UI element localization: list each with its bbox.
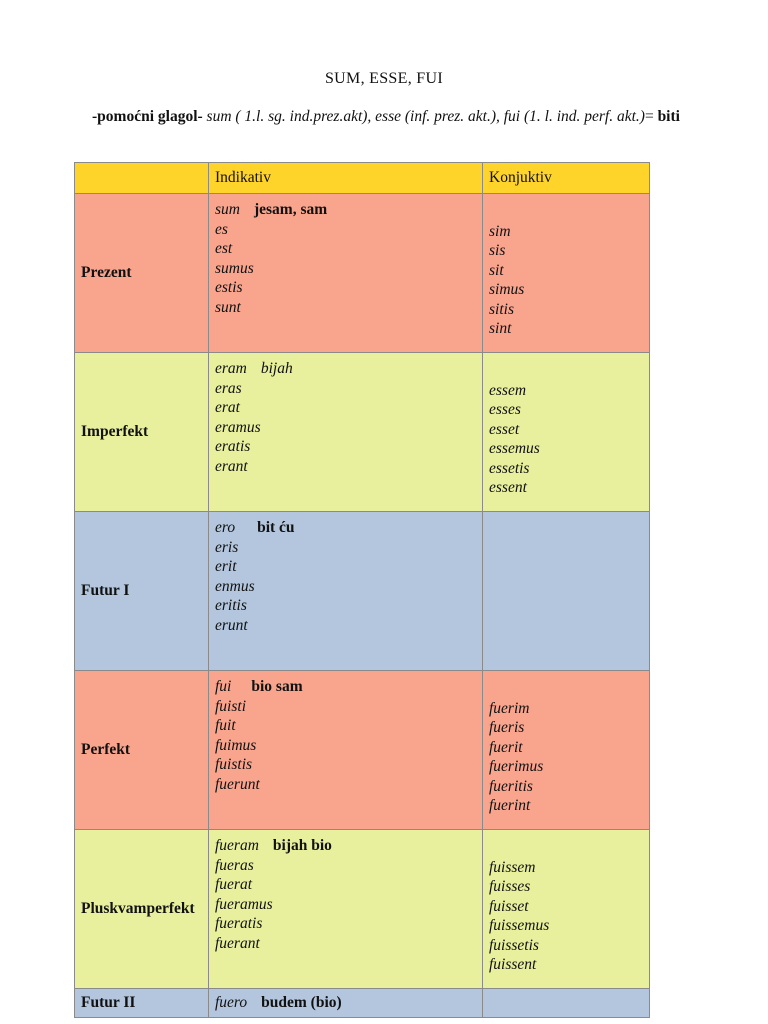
subjunctive-form: fuissetis [489,936,539,954]
subjunctive-form: essetis [489,459,530,477]
indicative-form: eramus [215,418,261,436]
subjunctive-form: fueris [489,719,525,736]
translation: bio sam [251,678,303,695]
subjunctive-form: essent [489,479,527,496]
subjunctive-form: essemus [489,440,540,457]
subjunctive-form: fuerint [489,797,531,814]
indicative-cell [209,194,483,353]
subjunctive-cell-empty [483,512,650,671]
subjunctive-form: essem [489,381,527,399]
indicative-form: sumus [215,259,254,277]
subtitle-description: sum ( 1.l. sg. ind.prez.akt), esse (inf. prez. akt.), fui (1. l. ind. perf. akt.) [206,108,645,125]
table-row [75,671,650,830]
indicative-cell [209,512,483,671]
indicative-form: eritis [215,597,247,614]
indicative-form: fueram [215,837,259,854]
indicative-form: fuerant [215,934,260,952]
table-row [75,512,650,671]
indicative-form: enmus [215,577,255,595]
indicative-form: fuit [215,717,236,734]
tense-label: Prezent [75,194,209,353]
indicative-form: eras [215,379,242,397]
indicative-form: eratis [215,438,251,455]
page-title: SUM, ESSE, FUI [324,70,443,87]
subjunctive-form: sitis [489,300,514,318]
translation: jesam, sam [253,201,328,218]
indicative-form: fueratis [215,915,263,932]
tense-label: Futur I [75,512,209,671]
conjugation-table [74,162,650,1018]
indicative-form: est [215,240,233,257]
tense-label: Perfekt [75,671,209,830]
indicative-form: erunt [215,616,248,634]
subjunctive-form: fuerim [489,699,530,717]
table-row [75,830,650,989]
header-cell-indicative: Indikativ [209,163,483,194]
indicative-form: fuero [215,994,248,1012]
indicative-form: fueramus [215,895,273,913]
subjunctive-cell [483,830,650,989]
indicative-form: eris [215,538,239,556]
indicative-form: fuistis [215,756,253,773]
translation: budem (bio) [261,994,342,1012]
subtitle-equals: = [644,108,658,125]
translation: bijah bio [272,837,332,854]
indicative-form: fuimus [215,736,257,754]
subjunctive-form: fuisset [489,897,529,915]
indicative-form: fuisti [215,697,247,715]
subjunctive-form: fuerit [489,738,523,756]
subjunctive-form: sim [489,222,511,240]
subjunctive-cell-empty [483,989,650,1018]
subjunctive-form: fuissent [489,956,537,973]
tense-label: Imperfekt [75,353,209,512]
subjunctive-form: sint [489,320,512,337]
indicative-cell [209,671,483,830]
indicative-form: fui [215,678,232,695]
subjunctive-cell [483,353,650,512]
subjunctive-form: fuisses [489,878,531,895]
translation: bit ću [257,519,295,536]
subjunctive-form: esset [489,420,520,438]
indicative-form: erat [215,399,240,416]
indicative-form: erit [215,558,237,575]
subtitle-meaning: biti [657,108,680,125]
subjunctive-form: sit [489,261,504,279]
subjunctive-form: sis [489,242,506,259]
subjunctive-cell [483,671,650,830]
subtitle-label: -pomoćni glagol- [92,108,203,125]
subjunctive-form: esses [489,401,521,418]
table-header-row [75,163,650,194]
subtitle [76,107,696,127]
translation: bijah [260,360,293,377]
table-row [75,194,650,353]
indicative-form: erant [215,457,248,475]
table-row [75,353,650,512]
subjunctive-form: fueritis [489,777,533,795]
indicative-form: estis [215,279,243,296]
indicative-form: fuerunt [215,775,260,793]
table-row [75,989,650,1018]
subjunctive-cell [483,194,650,353]
indicative-form: sum [215,201,240,218]
subjunctive-form: fuerimus [489,758,544,775]
indicative-cell [209,989,483,1018]
tense-label: Pluskvamperfekt [75,830,209,989]
subjunctive-form: fuissemus [489,917,550,934]
indicative-cell [209,830,483,989]
subjunctive-form: fuissem [489,858,536,876]
header-cell-subjunctive: Konjuktiv [483,163,650,194]
indicative-cell [209,353,483,512]
header-cell-empty [75,163,209,194]
indicative-form: es [215,220,228,238]
indicative-form: fuerat [215,876,253,893]
indicative-form: fueras [215,856,254,874]
indicative-form: eram [215,360,247,377]
subjunctive-form: simus [489,281,525,298]
indicative-form: ero [215,519,236,536]
tense-label: Futur II [75,989,209,1018]
indicative-form: sunt [215,298,241,316]
